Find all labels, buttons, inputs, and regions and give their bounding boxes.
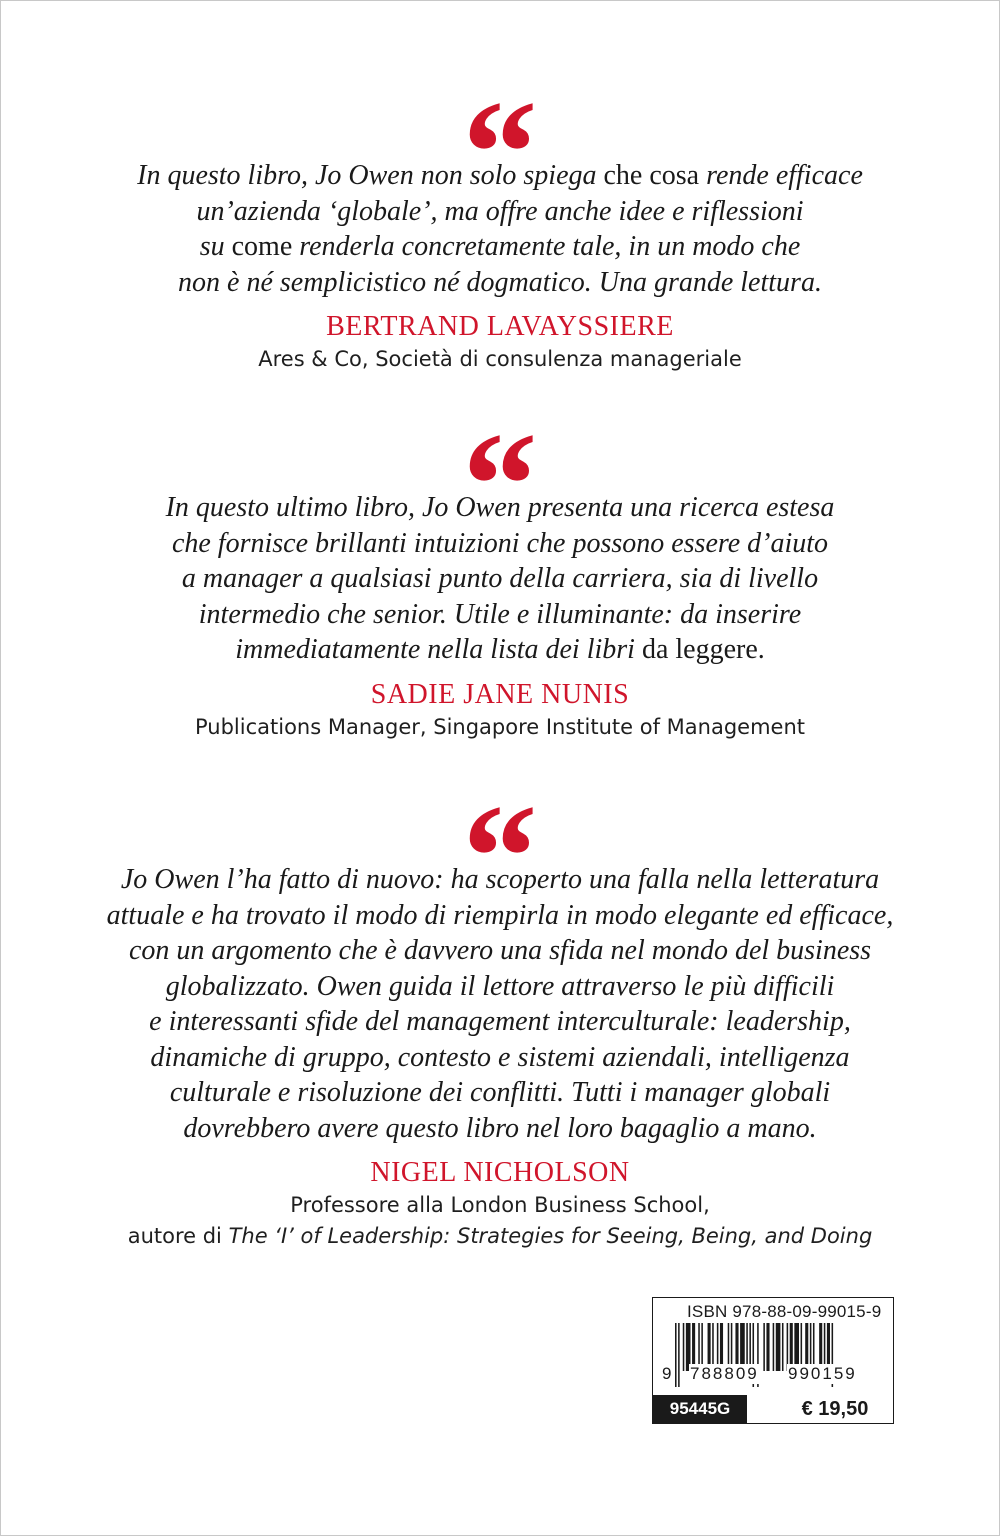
testimonial-3 [0,774,1000,1252]
author-role: Ares & Co, Società di consulenza manageriale [258,347,742,371]
testimonial-1 [0,70,1000,375]
author-book: autore di The ‘I’ of Leadership: Strategies for Seeing, Being, and Doing [127,1224,873,1248]
author-name: NIGEL NICHOLSON [370,1157,630,1188]
testimonial-text [0,490,1000,668]
quote-line: dinamiche di gruppo, contesto e sistemi aziendali, intelligenza [150,1041,850,1073]
barcode-digits-right: 990159 [788,1364,857,1383]
barcode-digits [661,1364,887,1388]
quote-line: intermedio che senior. Utile e illuminante: da inserire [198,598,802,630]
testimonial-text [0,862,1000,1146]
isbn-barcode [652,1297,894,1424]
quote-line: culturale e risoluzione dei conflitti. Tutti i manager globali [169,1077,831,1108]
quotation-mark-icon: “ [462,402,538,568]
quote-line: In questo libro, Jo Owen non solo spiega che cosa rende efficace [137,160,863,191]
author-name: SADIE JANE NUNIS [370,678,630,710]
quote-line: e interessanti sfide del management interculturale: leadership, [149,1006,851,1037]
quote-line: a manager a qualsiasi punto della carriera, sia di livello [181,563,819,594]
quotation-mark-icon: “ [462,70,538,236]
quote-line: dovrebbero avere questo libro nel loro bagaglio a mano. [183,1112,817,1144]
quotation-mark-icon: “ [462,774,538,940]
quote-line: non è né semplicistico né dogmatico. Una grande lettura. [178,266,822,298]
isbn-label: ISBN 978-88-09-99015-9 [687,1302,882,1321]
price: € 19,50 [801,1398,869,1420]
author-role: Professore alla London Business School, [290,1193,710,1217]
author-name: BERTRAND LAVAYSSIERE [326,311,674,342]
quote-line: immediatamente nella lista dei libri da leggere. [235,634,765,665]
barcode-digit-first: 9 [662,1364,672,1383]
testimonial-2 [0,402,1000,743]
quote-line: con un argomento che è davvero una sfida nel mondo del business [128,935,872,966]
quote-line: attuale e ha trovato il modo di riempirla in modo elegante ed efficace, [106,899,894,931]
quote-line: su come renderla concretamente tale, in un modo che [199,231,801,262]
product-code: 95445G [653,1395,747,1423]
barcode-digits-left: 788809 [690,1364,759,1383]
quote-line: un’azienda ‘globale’, ma offre anche idee e riflessioni [196,195,804,227]
quote-line: che fornisce brillanti intuizioni che possono essere d’aiuto [171,527,829,559]
quote-line: globalizzato. Owen guida il lettore attraverso le più difficili [165,970,835,1002]
quote-line: In questo ultimo libro, Jo Owen presenta una ricerca estesa [165,492,835,523]
quote-line: Jo Owen l’ha fatto di nuovo: ha scoperto una falla nella letteratura [120,864,880,895]
author-role: Publications Manager, Singapore Institute of Management [194,714,805,739]
testimonial-text [0,158,1000,300]
